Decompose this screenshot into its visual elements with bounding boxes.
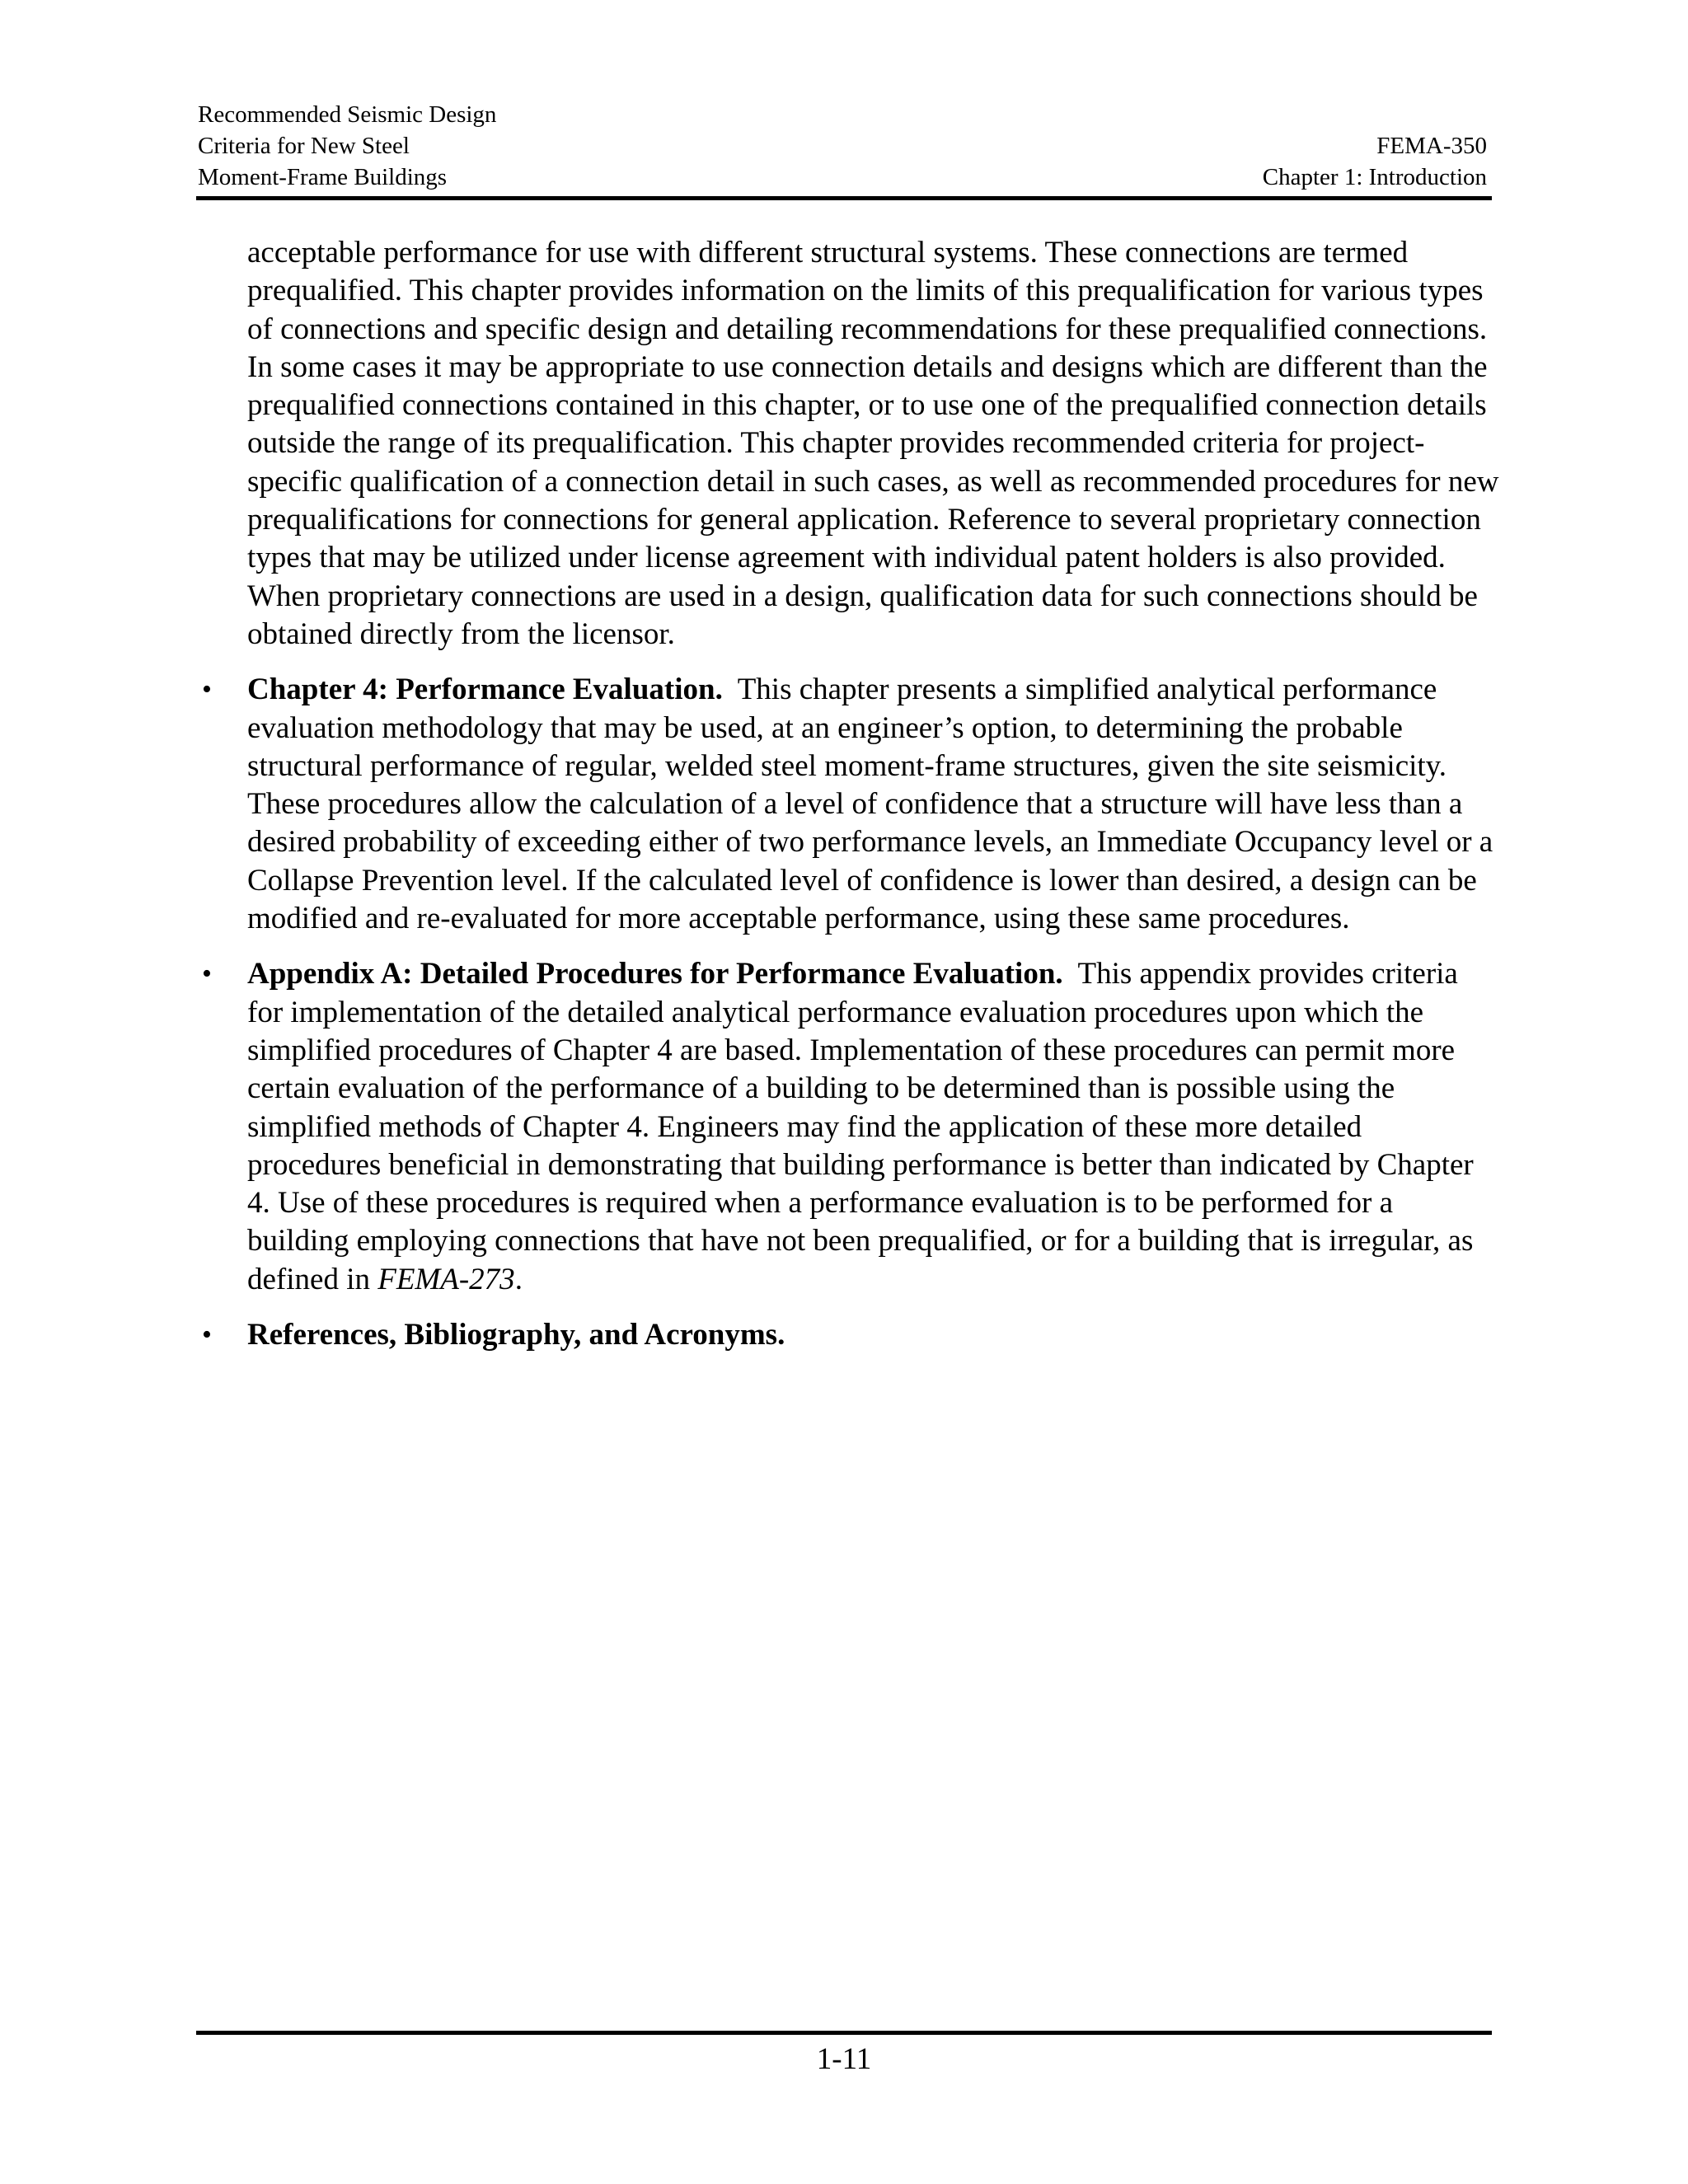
bullet-icon: • [202,1319,212,1351]
header-chapter-label: Chapter 1: Introduction [1262,164,1487,190]
page-header [196,99,1492,201]
bullet-paragraph [247,1316,1500,1354]
bullet-title: Appendix A: Detailed Procedures for Performance Evaluation. [247,957,1063,991]
bullet-paragraph [247,955,1500,1299]
bullet-text: This appendix provides criteria for implementation of the detailed analytical performance evaluation procedures upon which the simplified procedures of Chapter 4 are based. Implementation of these procedures can permit more certain evaluation of the performance of a building to be determined than is possible using the simplified methods of Chapter 4. Engineers may find the application of these more detailed procedures beneficial in demonstrating that building performance is better than indicated by Chapter 4. Use of these procedures is required when a performance evaluation is to be performed for a building employing connections that have not been prequalified, or for a building that is irregular, as defined in [247,957,1474,1296]
sentence-end: . [514,1262,523,1296]
header-title-line-2: Criteria for New Steel [198,133,410,159]
page-body [202,234,1500,1354]
header-divider [196,196,1492,200]
bullet-paragraph [247,671,1500,938]
bullet-text: This chapter presents a simplified analytical performance evaluation methodology that may be used, at an engineer’s option, to determining the probable structural performance of regular, welded steel moment-frame structures, given the site seismicity. These procedures allow the calculation of a level of confidence that a structure will have less than a desired probability of exceeding either of two performance levels, an Immediate Occupancy level or a Collapse Prevention level. If the calculated level of confidence is lower than desired, a design can be modified and re-evaluated for more acceptable performance, using these same procedures. [247,673,1493,936]
header-title-line-1: Recommended Seismic Design [198,101,497,128]
fema-273-reference: FEMA-273 [377,1262,515,1296]
bullet-icon: • [202,958,212,990]
page-number: 1-11 [816,2042,872,2076]
continuation-paragraph: acceptable performance for use with different structural systems. These connections are termed prequalified. This chapter provides information on the limits of this prequalification for various types of connections and specific design and detailing recommendations for these prequalified connections. In some cases it may be appropriate to use connection details and designs which are different than the prequalified connections contained in this chapter, or to use one of the prequalified connection details outside the range of its prequalification. This chapter provides recommended criteria for project-specific qualification of a connection detail in such cases, as well as recommended procedures for new prequalifications for connections for general application. Reference to several proprietary connection types that may be utilized under license agreement with individual patent holders is also provided. When proprietary connections are used in a design, qualification data for such connections should be obtained directly from the licensor. [247,236,1499,651]
bullet-icon: • [202,674,212,705]
header-title-line-3: Moment-Frame Buildings [198,164,448,190]
header-fema-number: FEMA-350 [1376,133,1487,159]
bullet-item-appendix-a [202,955,1500,1299]
bullet-title: Chapter 4: Performance Evaluation. [247,673,723,707]
footer-divider [196,2031,1492,2035]
bullet-item-chapter-4 [202,671,1500,938]
bullet-title: References, Bibliography, and Acronyms. [247,1318,785,1352]
bullet-item-references [202,1316,1500,1354]
header-document-id [1263,130,1487,193]
header-document-title [198,99,496,193]
